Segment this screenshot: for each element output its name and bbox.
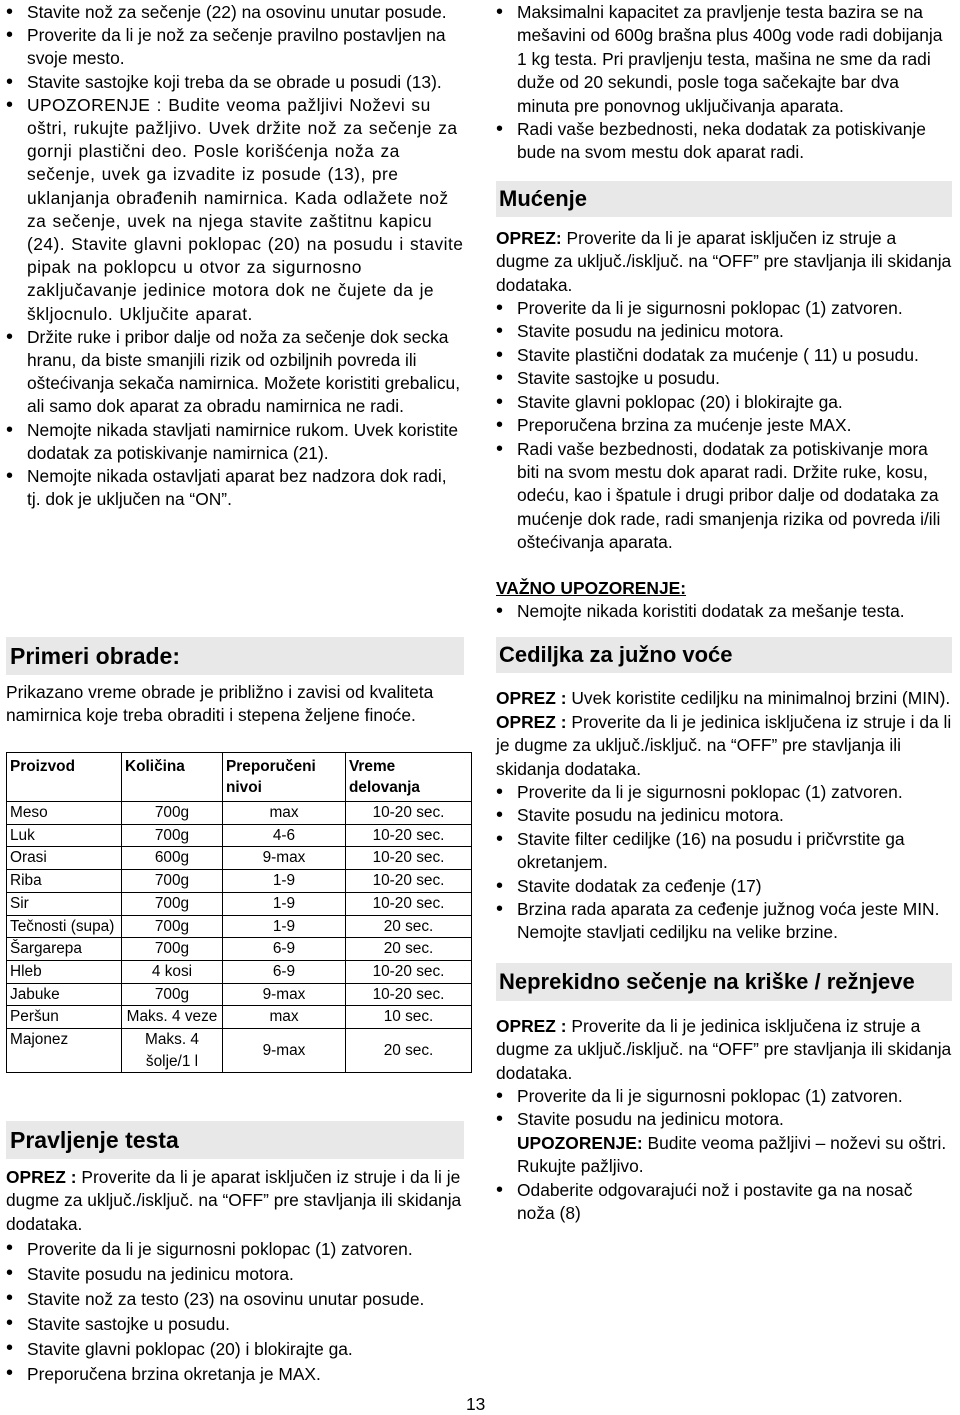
list-item: • Preporučena brzina okretanja je MAX. bbox=[6, 1362, 464, 1387]
table-row bbox=[7, 870, 472, 893]
table-header-cell: Vreme delovanja bbox=[346, 753, 472, 802]
list-item: • Držite ruke i pribor dalje od noža za sečenje dok secka hranu, da biste smanjili rizik od ozbiljnih povreda ili oštećivanja sekača namirnica. Možete koristiti grebalicu, ali samo dok aparat za obradu namirnica ne radi. bbox=[6, 326, 464, 419]
list-item: • Stavite filter cediljke (16) na posudu i pričvrstite ga okretanjem. bbox=[496, 828, 952, 875]
list-item: • Stavite dodatak za ceđenje (17) bbox=[496, 875, 952, 898]
table-cell: 4 kosi bbox=[122, 960, 223, 983]
list-item: • Stavite posudu na jedinicu motora. bbox=[6, 1262, 464, 1287]
list-item: • Nemojte nikada koristiti dodatak za mešanje testa. bbox=[496, 600, 952, 623]
table-cell: Orasi bbox=[7, 847, 122, 870]
table-cell: 10-20 sec. bbox=[346, 892, 472, 915]
list-item-text: Stavite posudu na jedinicu motora. bbox=[517, 1109, 784, 1130]
oprez-text: Proverite da li je aparat isključen iz struje a dugme za uključ./isključ. na “OFF” pre stavljanja ili skidanja dodataka. bbox=[496, 227, 952, 295]
warning-list-item bbox=[6, 94, 464, 326]
table-cell: Riba bbox=[7, 870, 122, 893]
list-item: • Radi vaše bezbednosti, neka dodatak za potiskivanje bude na svom mestu dok aparat radi. bbox=[496, 118, 952, 165]
table-cell: 6-9 bbox=[223, 960, 346, 983]
list-item: • Brzina rada aparata za ceđenje južnog voća jeste MIN. Nemojte stavljati cediljku na velike brzine. bbox=[496, 898, 952, 945]
oprez-label: OPREZ : bbox=[496, 711, 567, 732]
list-item: • Proverite da li je sigurnosni poklopac (1) zatvoren. bbox=[496, 1085, 952, 1108]
oprez-text: Proverite da li je jedinica isključena iz struje a dugme za uključ./isključ. na “OFF” pre stavljanja ili skidanja dodataka. bbox=[496, 1015, 952, 1083]
table-cell: 6-9 bbox=[223, 938, 346, 961]
table-cell: 600g bbox=[122, 847, 223, 870]
list-item: • Proverite da li je nož za sečenje pravilno postavljen na svoje mesto. bbox=[6, 24, 464, 70]
oprez-text: Uvek koristite cediljku na minimalnoj brzini (MIN). bbox=[571, 688, 951, 709]
table-cell: 9-max bbox=[223, 1029, 346, 1073]
table-row bbox=[7, 938, 472, 961]
table-cell: 4-6 bbox=[223, 824, 346, 847]
processing-table bbox=[6, 752, 472, 1073]
warning-text: UPOZORENJE : Budite veoma pažljivi Noževi su oštri, rukujte pažljivo. Uvek držite nož za sečenje za gornji plastični deo. Posle korišćenja noža za sečenje, uvek ga izvadite iz posude (13), pre uklanjanja obrađenih namirnica. Kada odlažete nož za sečenje, uvek na njega stavite zaštitnu kapicu (24). Stavite glavni poklopac (20) na posudu i stavite pipak na poklopcu u otvor za sigurnosno zaključavanje jedinice motora dok ne čujete da je škljocnulo. Uključite aparat. bbox=[27, 94, 464, 324]
table-cell: 20 sec. bbox=[346, 1029, 472, 1073]
table-row bbox=[7, 802, 472, 825]
list-item: • Proverite da li je sigurnosni poklopac (1) zatvoren. bbox=[6, 1237, 464, 1262]
table-row bbox=[7, 847, 472, 870]
list-item: • Stavite glavni poklopac (20) i blokirajte ga. bbox=[496, 391, 952, 414]
oprez-label: OPREZ : bbox=[496, 688, 567, 709]
page-number: 13 bbox=[466, 1394, 486, 1414]
table-cell: 10-20 sec. bbox=[346, 847, 472, 870]
table-cell: Peršun bbox=[7, 1006, 122, 1029]
table-cell: 700g bbox=[122, 870, 223, 893]
table-cell: 700g bbox=[122, 892, 223, 915]
vazno-label bbox=[496, 577, 952, 600]
cediljka-oprez-1 bbox=[496, 687, 952, 710]
cediljka-bullet-list bbox=[496, 781, 952, 945]
table-cell: 10-20 sec. bbox=[346, 870, 472, 893]
table-cell: Jabuke bbox=[7, 983, 122, 1006]
table-row bbox=[7, 824, 472, 847]
list-item: • Stavite posudu na jedinicu motora. bbox=[496, 320, 952, 343]
table-row bbox=[7, 983, 472, 1006]
table-cell: Luk bbox=[7, 824, 122, 847]
table-row bbox=[7, 892, 472, 915]
oprez-label: OPREZ : bbox=[496, 1015, 567, 1036]
list-item: • Odaberite odgovarajući nož i postavite ga na nosač noža (8) bbox=[496, 1179, 952, 1226]
table-cell: 10 sec. bbox=[346, 1006, 472, 1029]
table-cell: 700g bbox=[122, 915, 223, 938]
list-item: • Stavite sastojke u posudu. bbox=[6, 1312, 464, 1337]
testo-oprez bbox=[6, 1166, 464, 1236]
table-cell: 9-max bbox=[223, 847, 346, 870]
table-cell: 20 sec. bbox=[346, 915, 472, 938]
table-cell: 700g bbox=[122, 983, 223, 1006]
list-item: • Stavite posudu na jedinicu motora. bbox=[496, 804, 952, 827]
table-cell: 10-20 sec. bbox=[346, 802, 472, 825]
table-row bbox=[7, 1006, 472, 1029]
list-item: • Stavite plastični dodatak za mućenje ( 11) u posudu. bbox=[496, 344, 952, 367]
table-cell: Tečnosti (supa) bbox=[7, 915, 122, 938]
table-cell: Maks. 4 šolje/1 l bbox=[122, 1029, 223, 1073]
list-item: • Stavite sastojke u posudu. bbox=[496, 367, 952, 390]
upozorenje-label: UPOZORENJE: bbox=[517, 1132, 643, 1153]
list-item: • Nemojte nikada ostavljati aparat bez nadzora dok radi, tj. dok je uključen na “ON”. bbox=[6, 465, 464, 511]
right-column bbox=[496, 0, 952, 1225]
oprez-text: Proverite da li je jedinica isključena iz struje i da li je dugme za uključ./isključ. na “OFF” pre stavljanja ili skidanja dodataka. bbox=[496, 711, 952, 779]
cediljka-oprez-2 bbox=[496, 711, 952, 781]
testo-heading: Pravljenje testa bbox=[6, 1121, 464, 1159]
table-cell: 1-9 bbox=[223, 892, 346, 915]
list-item bbox=[496, 1108, 952, 1178]
table-cell: 1-9 bbox=[223, 870, 346, 893]
primeri-text: Prikazano vreme obrade je približno i zavisi od kvaliteta namirnica koje treba obraditi i stepena željene finoće. bbox=[6, 682, 434, 726]
table-cell: 10-20 sec. bbox=[346, 983, 472, 1006]
seckanje-bullet-list bbox=[496, 1085, 952, 1225]
table-cell: Hleb bbox=[7, 960, 122, 983]
list-item: • Stavite glavni poklopac (20) i blokirajte ga. bbox=[6, 1337, 464, 1362]
list-item: • Proverite da li je sigurnosni poklopac (1) zatvoren. bbox=[496, 781, 952, 804]
upozorenje-text: Budite veoma pažljivi – noževi su oštri. Rukujte pažljivo. bbox=[517, 1132, 947, 1177]
table-header-cell: Količina bbox=[122, 753, 223, 802]
oprez-label: OPREZ : bbox=[6, 1167, 77, 1187]
table-cell: Šargarepa bbox=[7, 938, 122, 961]
list-item: • Nemojte nikada stavljati namirnice rukom. Uvek koristite dodatak za potiskivanje namirnica (21). bbox=[6, 419, 464, 465]
mucenje-oprez bbox=[496, 227, 952, 297]
table-header-row bbox=[7, 753, 472, 802]
list-item: • Radi vaše bezbednosti, dodatak za potiskivanje mora biti na svom mestu dok aparat radi. Držite ruke, kosu, odeću, kao i špatule i drugi pribor dalje od dodataka za mućenje dok rade, radi smanjenja rizika od povreda i/ili oštećivanja aparata. bbox=[496, 438, 952, 555]
table-row bbox=[7, 960, 472, 983]
table-row bbox=[7, 915, 472, 938]
seckanje-oprez bbox=[496, 1015, 952, 1085]
table-header-cell: Preporučeni nivoi bbox=[223, 753, 346, 802]
mucenje-heading: Mućenje bbox=[496, 181, 952, 217]
oprez-label: OPREZ: bbox=[496, 227, 562, 248]
table-cell: Sir bbox=[7, 892, 122, 915]
table-cell: Majonez bbox=[7, 1029, 122, 1073]
table-cell: 20 sec. bbox=[346, 938, 472, 961]
table-cell: 9-max bbox=[223, 983, 346, 1006]
table-cell: max bbox=[223, 1006, 346, 1029]
primeri-heading: Primeri obrade: bbox=[6, 637, 464, 675]
table-cell: 1-9 bbox=[223, 915, 346, 938]
seckanje-heading: Neprekidno sečenje na kriške / režnjeve bbox=[496, 963, 952, 1001]
table-header-cell: Proizvod bbox=[7, 753, 122, 802]
list-item: • Maksimalni kapacitet za pravljenje testa bazira se na mešavini od 600g brašna plus 400g vode radi dobijanja 1 kg testa. Pri pravljenju testa, mašina ne sme da radi duže od 20 sekundi, posle toga sačekajte bar dva minuta pre ponovnog uključivanja aparata. bbox=[496, 1, 952, 118]
oprez-text: Proverite da li je aparat isključen iz struje i da li je dugme za uključ./isključ. na “OFF” pre stavljanja ili skidanja dodataka. bbox=[6, 1167, 462, 1234]
table-cell: max bbox=[223, 802, 346, 825]
table-cell: 700g bbox=[122, 802, 223, 825]
table-row bbox=[7, 1029, 472, 1073]
table-cell: 10-20 sec. bbox=[346, 824, 472, 847]
list-item: • Preporučena brzina za mućenje jeste MAX. bbox=[496, 414, 952, 437]
list-item: • Stavite nož za testo (23) na osovinu unutar posude. bbox=[6, 1287, 464, 1312]
table-cell: 700g bbox=[122, 938, 223, 961]
mucenje-bullet-list bbox=[496, 297, 952, 554]
table-cell: 700g bbox=[122, 824, 223, 847]
vazno-bullet-list bbox=[496, 600, 952, 623]
table-cell: Maks. 4 veze bbox=[122, 1006, 223, 1029]
left-bullet-list bbox=[6, 1, 464, 511]
vazno-upozorenje-label: VAŽNO UPOZORENJE: bbox=[496, 577, 687, 598]
list-item: • Stavite nož za sečenje (22) na osovinu unutar posude. bbox=[6, 1, 464, 24]
testo-bullet-list bbox=[6, 1237, 464, 1387]
cediljka-heading: Cediljka za južno voće bbox=[496, 637, 952, 673]
table-cell: Meso bbox=[7, 802, 122, 825]
right-top-bullet-list bbox=[496, 1, 952, 165]
list-item: • Stavite sastojke koji treba da se obrade u posudi (13). bbox=[6, 71, 464, 94]
list-item: • Proverite da li je sigurnosni poklopac (1) zatvoren. bbox=[496, 297, 952, 320]
table-cell: 10-20 sec. bbox=[346, 960, 472, 983]
